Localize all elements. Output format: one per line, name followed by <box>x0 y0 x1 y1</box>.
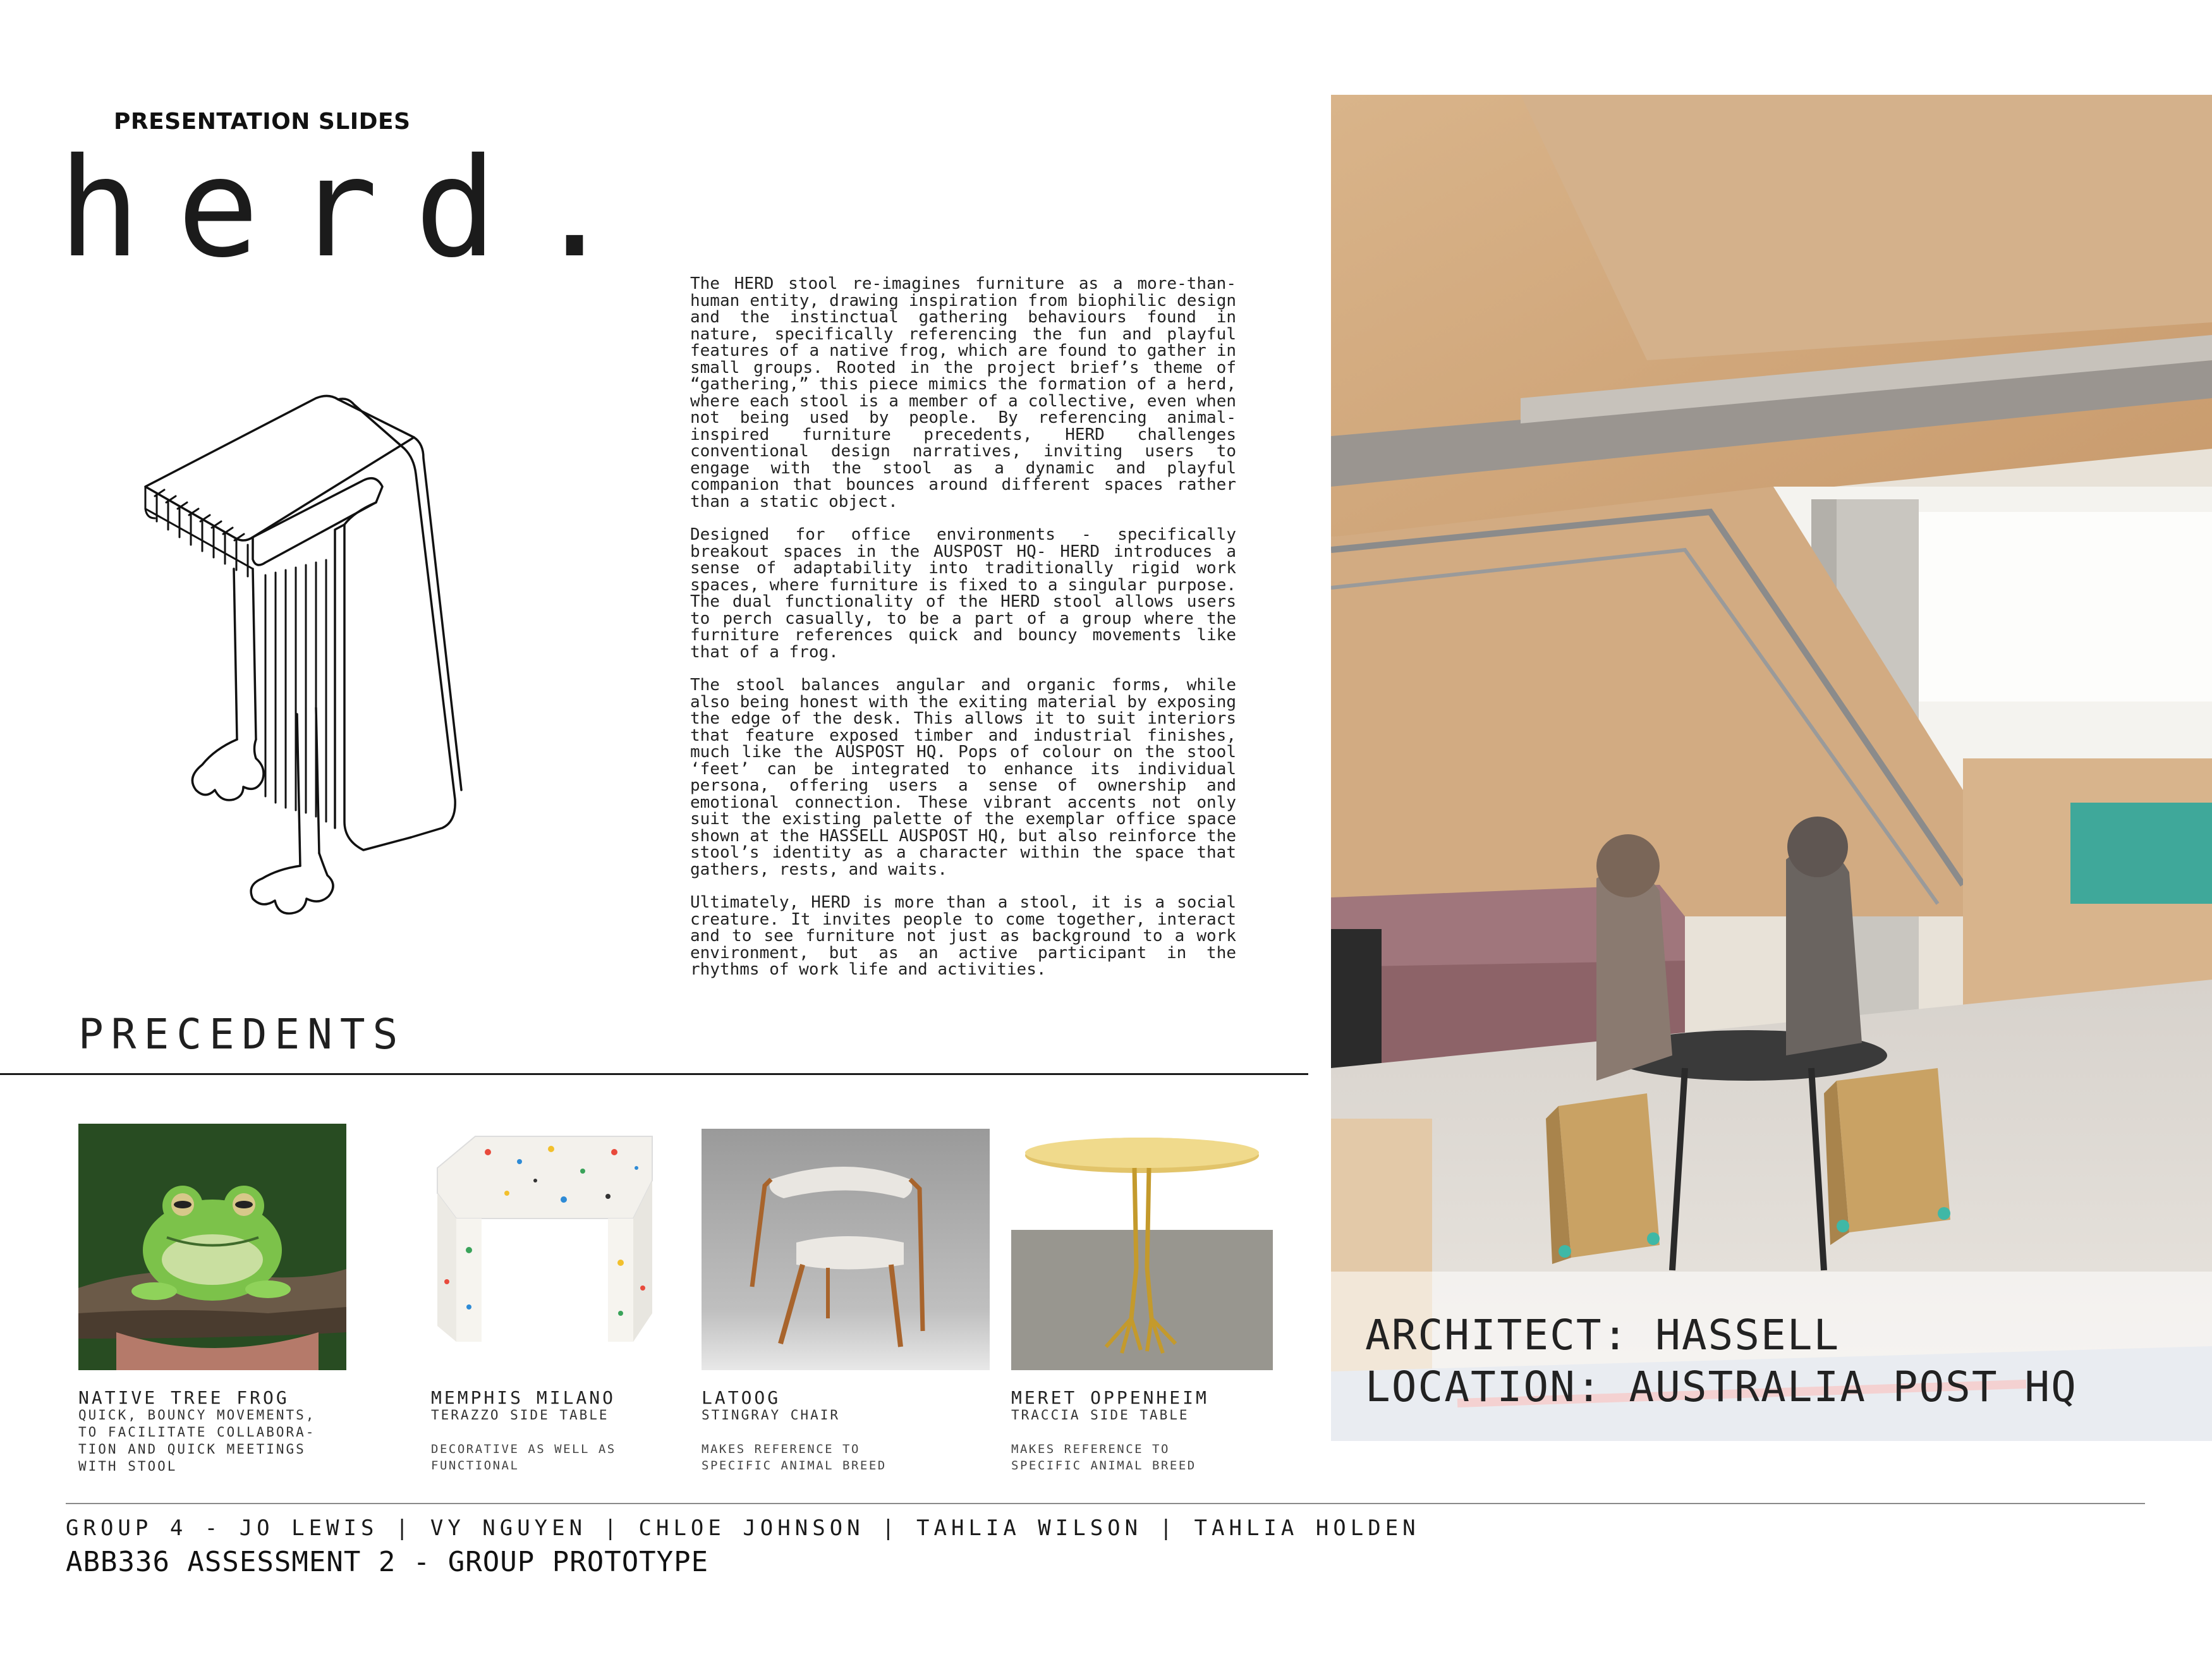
location-caption: LOCATION: AUSTRALIA POST HQ <box>1365 1363 2077 1411</box>
precedent-name: MERET OPPENHEIM <box>1011 1387 1209 1408</box>
precedent-note: MAKES REFERENCE TO SPECIFIC ANIMAL BREED <box>702 1442 887 1473</box>
course-title: ABB336 ASSESSMENT 2 - GROUP PROTOTYPE <box>66 1546 709 1578</box>
precedent-subtitle: QUICK, BOUNCY MOVEMENTS, TO FACILITATE COLLABORA- TION AND QUICK MEETINGS WITH STOOL <box>78 1407 316 1474</box>
footer-divider <box>66 1503 2145 1504</box>
brand-title: herd. <box>58 129 653 288</box>
precedent-note: DECORATIVE AS WELL AS FUNCTIONAL <box>431 1442 616 1473</box>
header-label: PRESENTATION SLIDES <box>114 109 411 135</box>
divider <box>0 1073 1308 1075</box>
traccia-table-image <box>1011 1129 1273 1370</box>
precedent-note: MAKES REFERENCE TO SPECIFIC ANIMAL BREED <box>1011 1442 1196 1473</box>
description-paragraph: The stool balances angular and organic forms, while also being honest with the exiting material by exposing the edge of the desk. This allows it to suit interiors that feature exposed timber and industrial finishes, much like the AUSPOST HQ. Pops of colour on the stool ‘feet’ can be integrated to enhance its individual persona, offering users a sense of ownership and emotional connection. These vibrant accents not only suit the existing palette of the exemplar office space shown at the HASSELL AUSPOST HQ, but also reinforce the stool’s identity as a character within the space that gathers, rests, and waits. <box>690 676 1236 879</box>
precedents-title: PRECEDENTS <box>78 1010 406 1059</box>
precedent-name: NATIVE TREE FROG <box>78 1387 289 1408</box>
terrazzo-table-image <box>418 1124 671 1370</box>
precedent-subtitle: TERAZZO SIDE TABLE <box>431 1407 609 1423</box>
stool-sketch <box>126 386 594 916</box>
architect-caption: ARCHITECT: HASSELL <box>1365 1311 1840 1359</box>
precedent-name: MEMPHIS MILANO <box>431 1387 616 1408</box>
frog-image <box>78 1124 346 1370</box>
description-paragraph: Designed for office environments - specifically breakout spaces in the AUSPOST HQ- HERD introduces a sense of adaptability into traditionally rigid work spaces, where furniture is fixed to a singular purpose. The dual functionality of the HERD stool allows users to perch casually, to be a part of a group where the furniture references quick and bouncy movements like that of a frog. <box>690 525 1236 662</box>
interior-render-image <box>1331 95 2212 1441</box>
description-text <box>690 276 1236 995</box>
precedent-subtitle: TRACCIA SIDE TABLE <box>1011 1407 1189 1423</box>
stingray-chair-image <box>702 1129 990 1370</box>
group-members: GROUP 4 - JO LEWIS | VY NGUYEN | CHLOE JOHNSON | TAHLIA WILSON | TAHLIA HOLDEN <box>66 1516 1420 1541</box>
description-paragraph: The HERD stool re-imagines furniture as a more-than-human entity, drawing inspiration from biophilic design and the instinctual gathering behaviours found in nature, specifically referencing the fun and playful features of a native frog, which are found to gather in small groups. Rooted in the project brief’s theme of “gathering,” this piece mimics the formation of a herd, where each stool is a member of a collective, even when not being used by people. By referencing animal-inspired furniture precedents, HERD challenges conventional design narratives, inviting users to engage with the stool as a dynamic and playful companion that bounces around different spaces rather than a static object. <box>690 274 1236 511</box>
precedent-name: LATOOG <box>702 1387 781 1408</box>
precedent-subtitle: STINGRAY CHAIR <box>702 1407 841 1423</box>
description-paragraph: Ultimately, HERD is more than a stool, it is a social creature. It invites people to come together, interact and to see furniture not just as background to a work environment, but as an active participant in the rhythms of work life and activities. <box>690 893 1236 979</box>
